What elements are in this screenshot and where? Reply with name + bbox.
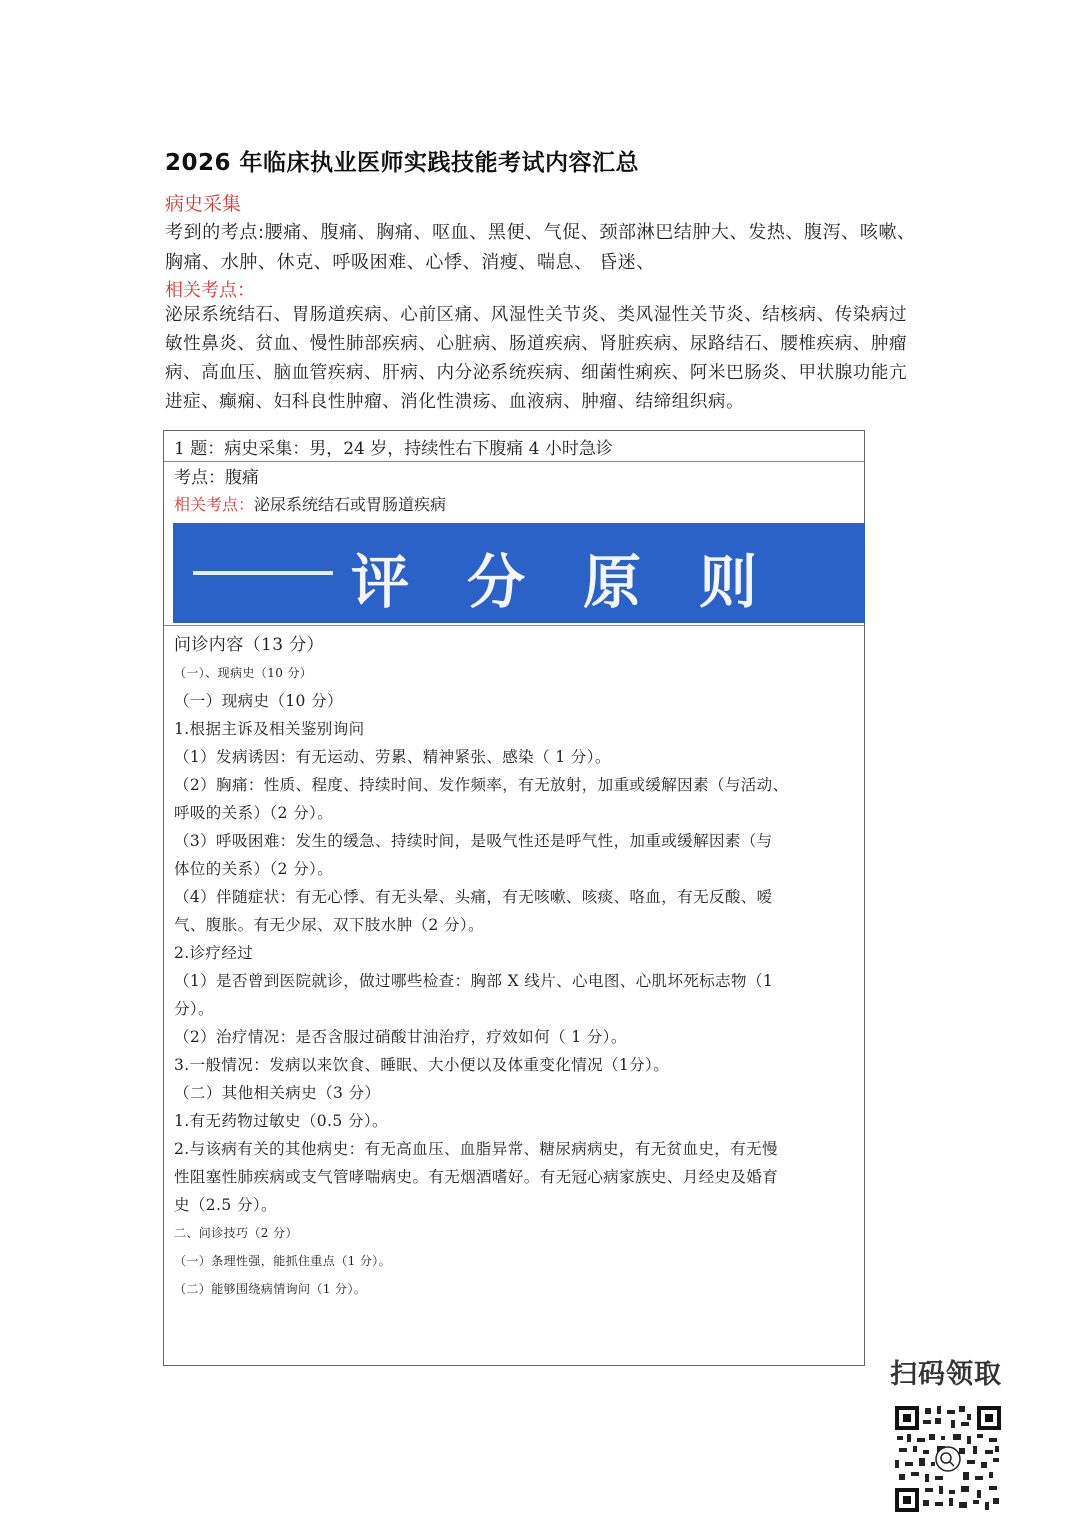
content-line: 2.与该病有关的其他病史：有无高血压、血脂异常、糖尿病病史，有无贫血史，有无慢 xyxy=(174,1140,778,1158)
content-line: 气、腹胀。有无少尿、双下肢水肿（2 分）。 xyxy=(174,916,484,934)
related-points-label: 相关考点： xyxy=(165,280,255,301)
content-line: （二）其他相关病史（3 分） xyxy=(174,1084,381,1102)
question-header: 1 题：病史采集：男，24 岁，持续性右下腹痛 4 小时急诊 xyxy=(174,439,613,459)
related-point-line xyxy=(174,492,446,515)
banner-rule xyxy=(193,571,333,575)
related-point-label: 相关考点： xyxy=(174,495,255,514)
content-line: （二）能够围绕病情询问（1 分）。 xyxy=(174,1282,367,1296)
exam-points-text: 考到的考点:腰痛、腹痛、胸痛、呕血、黑便、气促、颈部淋巴结肿大、发热、腹泻、咳嗽、胸痛、水肿、休克、呼吸困难、心悸、消瘦、喘息、 昏迷、 xyxy=(165,222,916,273)
banner-divider xyxy=(164,625,864,626)
content-line: （2）胸痛：性质、程度、持续时间、发作频率，有无放射，加重或缓解因素（与活动、 xyxy=(174,776,789,794)
content-line: （一）现病史（10 分） xyxy=(174,692,343,710)
content-line: 体位的关系）（2 分）。 xyxy=(174,860,334,878)
banner-title: 评分原则 xyxy=(351,548,816,616)
question-box xyxy=(163,430,865,1366)
content-line: 呼吸的关系）（2 分）。 xyxy=(174,804,334,822)
content-line: 分）。 xyxy=(174,1000,214,1018)
content-line: 问诊内容（13 分） xyxy=(174,635,325,655)
content-line: （1）是否曾到医院就诊，做过哪些检查：胸部 X 线片、心电图、心肌坏死标志物（1 xyxy=(174,972,774,990)
qr-code-icon[interactable] xyxy=(893,1404,1003,1514)
question-header-row xyxy=(164,431,864,462)
content-line: 史（2.5 分）。 xyxy=(174,1196,277,1214)
scan-to-claim-label: 扫码领取 xyxy=(890,1359,1002,1390)
question-points-row xyxy=(164,462,864,522)
content-line: 3.一般情况：发病以来饮食、睡眠、大小便以及体重变化情况（1分）。 xyxy=(174,1056,670,1074)
content-line: （1）发病诱因：有无运动、劳累、精神紧张、感染（ 1 分）。 xyxy=(174,748,611,766)
content-line: 1.根据主诉及相关鉴别询问 xyxy=(174,720,365,738)
related-points-text: 泌尿系统结石、胃肠道疾病、心前区痛、风湿性关节炎、类风湿性关节炎、结核病、传染病过敏性鼻炎、贫血、慢性肺部疾病、心脏病、肠道疾病、肾脏疾病、尿路结石、腰椎疾病、肿瘤病、高血压、脑血管疾病、肝病、内分泌系统疾病、细菌性痢疾、阿米巴肠炎、甲状腺功能亢进症、癫痫、妇科良性肿瘤、消化性溃疡、血液病、肿瘤、结缔组织病。 xyxy=(165,305,908,412)
content-line: （3）呼吸困难：发生的缓急、持续时间，是吸气性还是呼气性，加重或缓解因素（与 xyxy=(174,832,773,850)
section-label: 病史采集 xyxy=(165,193,242,215)
content-line: 1.有无药物过敏史（0.5 分）。 xyxy=(174,1112,388,1130)
content-line: （一）、现病史（10 分） xyxy=(174,666,313,680)
related-point-value: 泌尿系统结石或胃肠道疾病 xyxy=(254,495,447,514)
content-line: 2.诊疗经过 xyxy=(174,944,254,962)
scoring-banner xyxy=(173,523,865,623)
content-line: 二、问诊技巧（2 分） xyxy=(174,1226,298,1240)
page-title: 2026 年临床执业医师实践技能考试内容汇总 xyxy=(165,150,640,176)
scoring-content xyxy=(174,631,854,1303)
content-line: （4）伴随症状：有无心悸、有无头晕、头痛，有无咳嗽、咳痰、咯血，有无反酸、嗳 xyxy=(174,888,773,906)
content-line: （2）治疗情况：是否含服过硝酸甘油治疗，疗效如何（ 1 分）。 xyxy=(174,1028,627,1046)
content-line: （一）条理性强，能抓住重点（1 分）。 xyxy=(174,1254,392,1268)
content-line: 性阻塞性肺疾病或支气管哮喘病史。有无烟酒嗜好。有无冠心病家族史、月经史及婚育 xyxy=(174,1168,779,1186)
exam-point-label: 考点：腹痛 xyxy=(174,468,259,488)
